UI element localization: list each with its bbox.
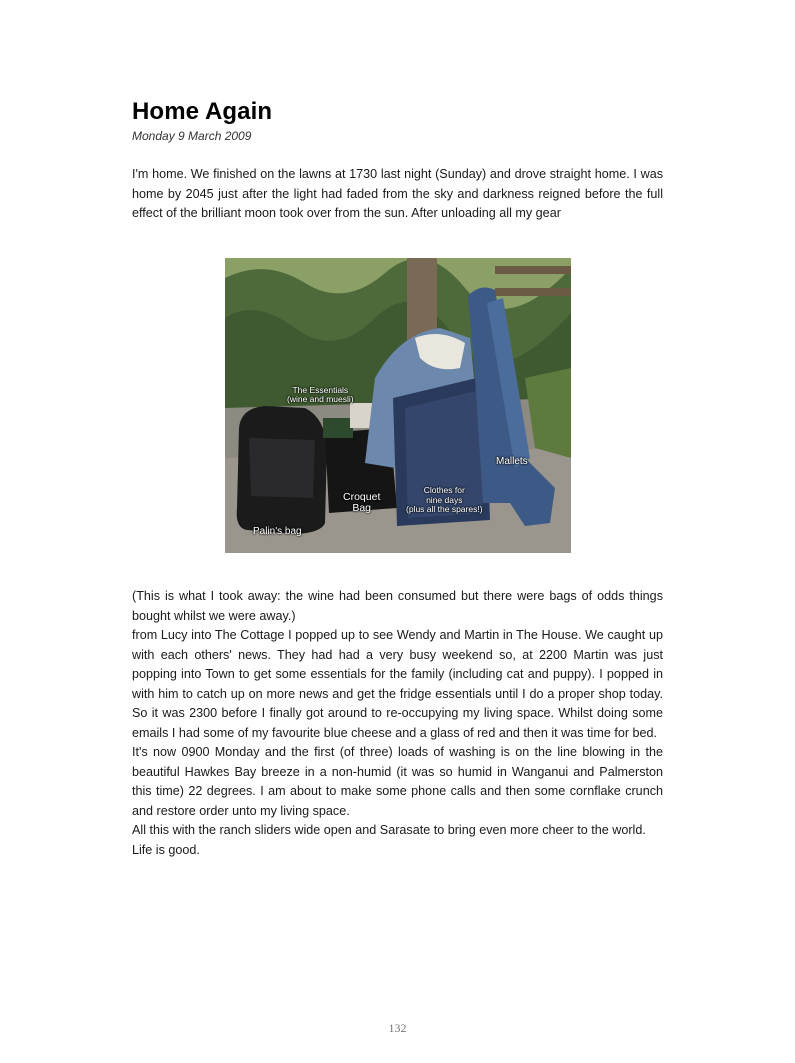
label-clothes: Clothes for nine days (plus all the spares!) (406, 485, 483, 514)
label-essentials: The Essentials (wine and muesli) (287, 385, 354, 404)
page-number: 132 (388, 1021, 407, 1035)
body-paragraph: It's now 0900 Monday and the first (of three) loads of washing is on the line blowing in the beautiful Hawkes Bay breeze in a non-humid (it was so humid in Wanganui and Palmerston this time) 22 degrees. I am about to make some phone calls and then some cornflake crunch and restore order unto my living space. (132, 745, 663, 818)
intro-paragraph: I'm home. We finished on the lawns at 1730 last night (Sunday) and drove straight home. I was home by 2045 just after the light had faded from the sky and darkness reigned before the full effect of the brilliant moon took over from the sun. After unloading all my gear (132, 167, 663, 220)
post-date: Monday 9 March 2009 (132, 129, 252, 143)
caption-paragraph: (This is what I took away: the wine had been consumed but there were bags of odds things bought whilst we were away.) (132, 589, 663, 623)
body-text (132, 587, 663, 860)
label-palins-bag: Palin's bag (253, 526, 302, 537)
body-paragraph: All this with the ranch sliders wide open and Sarasate to bring even more cheer to the world. (132, 823, 646, 837)
body-paragraph: from Lucy into The Cottage I popped up to see Wendy and Martin in The House. We caught up with each others' news. They had had a very busy weekend so, at 2200 Martin was just popping into Town to get some essentials for the family (including cat and puppy). I popped in with him to catch up on more news and get the fridge essentials until I do a proper shop today. So it was 2300 before I finally got around to re-occupying my living space. Whilst doing some emails I had some of my favourite blue cheese and a glass of red and then it was time for bed. (132, 628, 663, 740)
closing-line: Life is good. (132, 842, 200, 857)
luggage-photo (225, 258, 571, 553)
luggage-photo-image (225, 258, 571, 553)
label-croquet-bag: Croquet Bag (343, 491, 381, 514)
page-title: Home Again (132, 98, 273, 125)
label-mallets: Mallets (496, 456, 528, 467)
